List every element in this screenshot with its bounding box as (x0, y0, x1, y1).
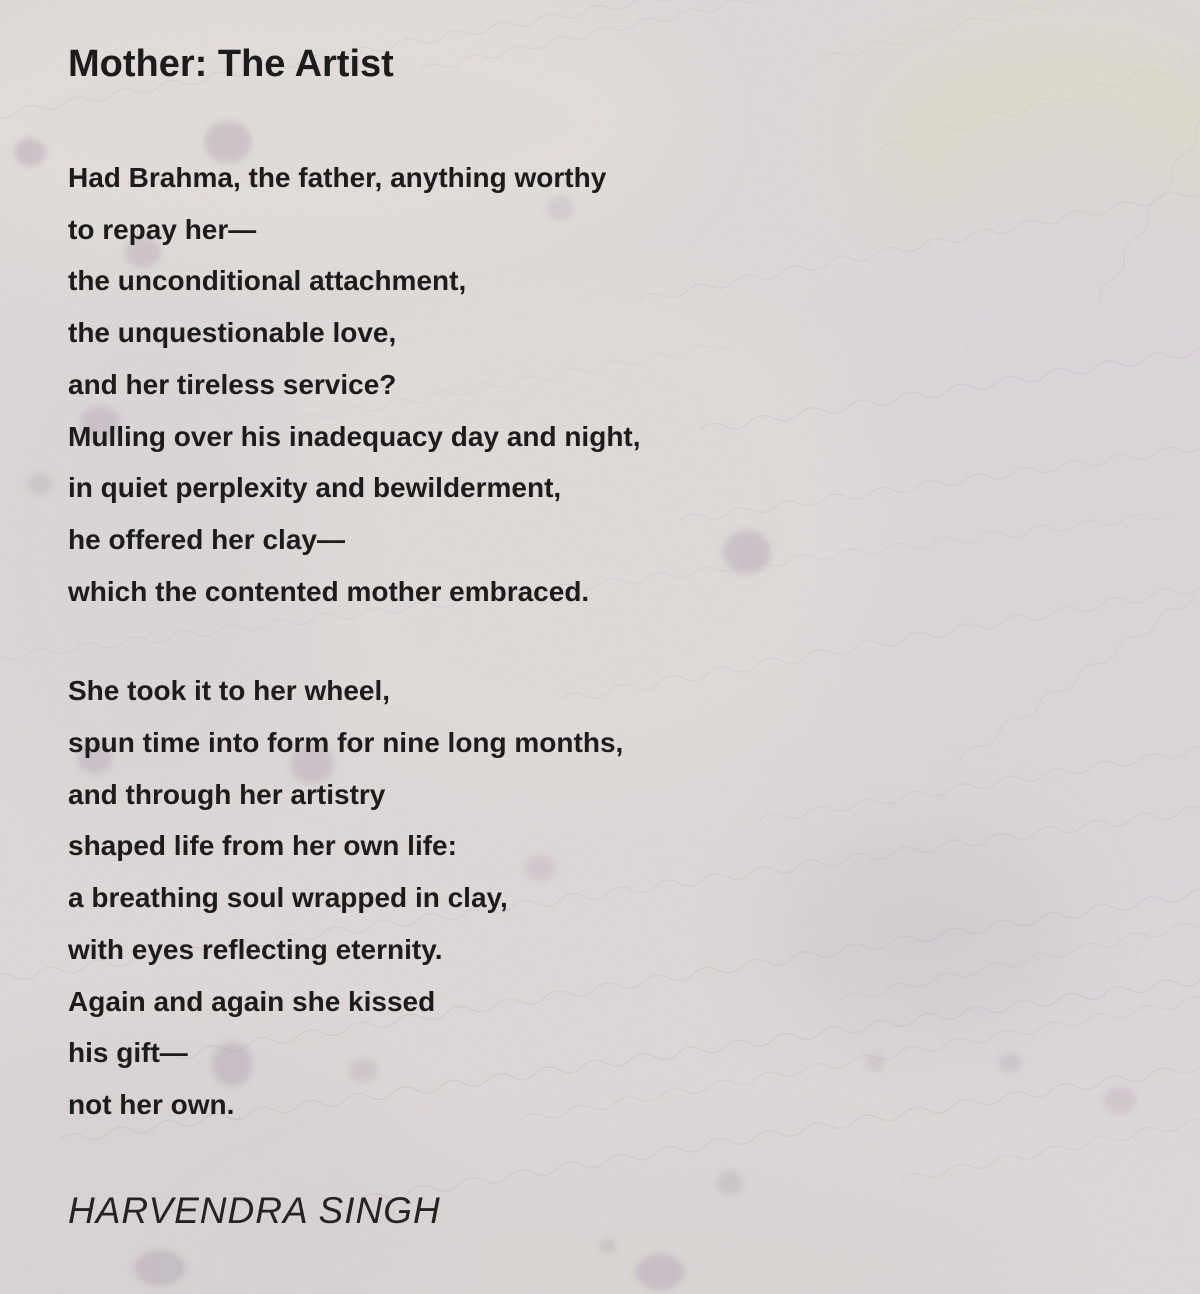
poem-line: Again and again she kissed (68, 985, 436, 1017)
poem-line: and her tireless service? (68, 368, 397, 400)
poem-title: Mother: The Artist (68, 43, 394, 85)
poem-line: and through her artistry (68, 778, 386, 810)
poem-line: Mulling over his inadequacy day and night, (68, 420, 641, 452)
poem-line: the unconditional attachment, (68, 265, 467, 297)
poem-line: his gift— (68, 1037, 188, 1069)
poem-line: a breathing soul wrapped in clay, (68, 882, 508, 914)
poem-stanza-2 (68, 665, 641, 1130)
poem-line: which the contented mother embraced. (68, 575, 590, 607)
poem-body (68, 152, 641, 1131)
poem-line: in quiet perplexity and bewilderment, (68, 472, 562, 504)
poem-line: She took it to her wheel, (68, 675, 391, 707)
poem-line: shaped life from her own life: (68, 830, 457, 862)
poem-line: with eyes reflecting eternity. (68, 933, 443, 965)
poem-line: spun time into form for nine long months, (68, 727, 624, 759)
poem-line: he offered her clay— (68, 523, 345, 555)
poem-line: Had Brahma, the father, anything worthy (68, 162, 607, 193)
poem-line: the unquestionable love, (68, 317, 397, 349)
poem-stanza-1 (68, 152, 641, 617)
poem-line: to repay her— (68, 213, 257, 245)
poem-author: HARVENDRA SINGH (68, 1190, 441, 1231)
poem-line: not her own. (68, 1088, 235, 1120)
